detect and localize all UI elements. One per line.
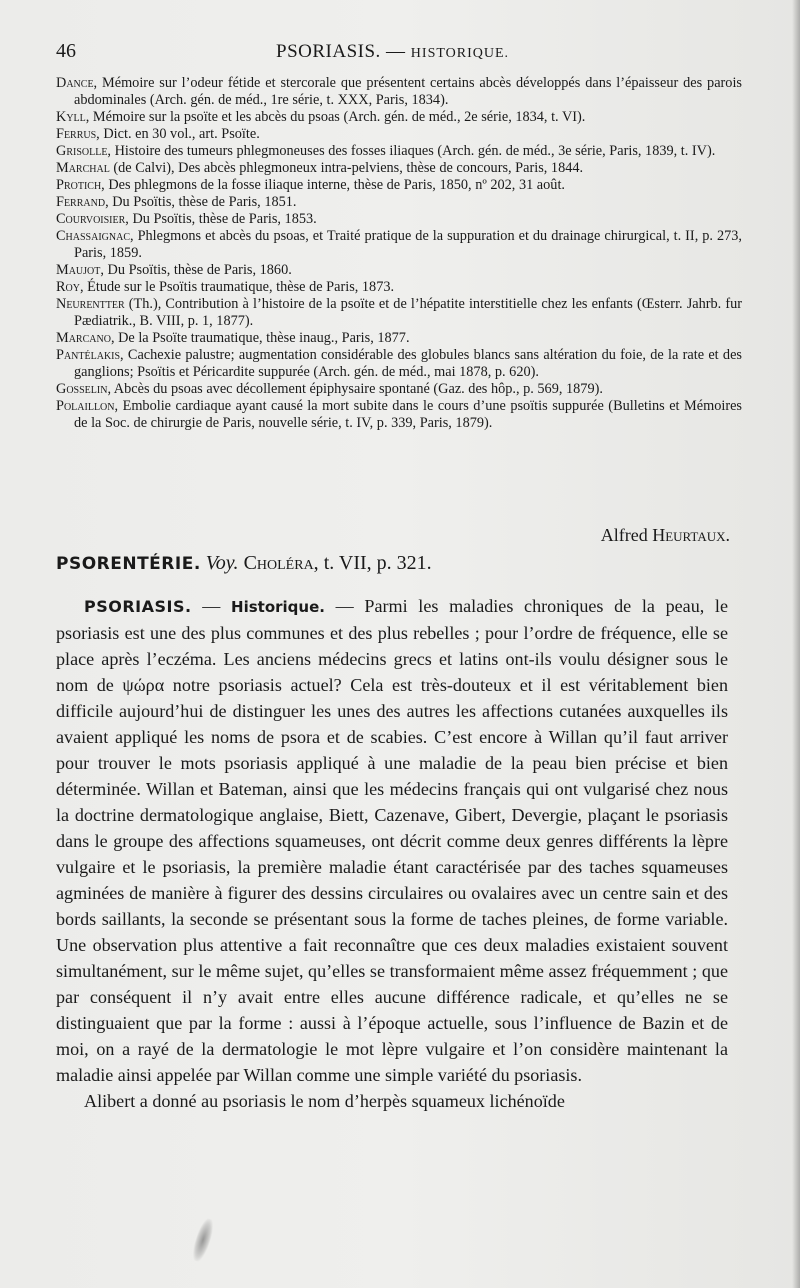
bibliography-text: (Th.), Contribution à l’histoire de la psoïte et de l’hépatite interstitielle chez les enfants (Œsterr. Jahrb. fur Pædiatrik., B. VIII, p. 1, 1877).	[74, 296, 742, 329]
bibliography-author: Maujot,	[56, 262, 104, 278]
bibliography-text: (de Calvi), Des abcès phlegmoneux intra-pelviens, thèse de concours, Paris, 1844.	[109, 160, 584, 176]
bibliography-list	[56, 75, 742, 432]
bibliography-text: Histoire des tumeurs phlegmoneuses des fosses iliaques (Arch. gén. de méd., 3e série, Paris, 1839, t. IV).	[111, 143, 716, 159]
article-p2: Alibert a donné au psoriasis le nom d’herpès squameux lichénoïde	[84, 1091, 565, 1111]
bibliography-author: Ferrus,	[56, 126, 100, 142]
running-title-main: PSORIASIS. —	[276, 41, 411, 62]
bibliography-entry	[56, 262, 742, 279]
bibliography-entry	[56, 211, 742, 228]
bibliography-text: Mémoire sur la psoïte et les abcès du psoas (Arch. gén. de méd., 2e série, 1834, t. VI).	[89, 109, 586, 125]
book-spine-shadow	[792, 0, 800, 1288]
running-header	[56, 40, 736, 70]
author-signature	[601, 525, 730, 546]
bibliography-text: Du Psoïtis, thèse de Paris, 1860.	[103, 262, 292, 278]
bibliography-entry	[56, 160, 742, 177]
bibliography-text: Cachexie palustre; augmentation considérable des globules blancs sans altération du foie, de la rate et des ganglions; Psoïtis et Péricardite suppurée (Arch. gén. de méd., mai 1878, p. 620).	[74, 347, 742, 380]
bibliography-author: Dance,	[56, 75, 98, 91]
article-section: Historique.	[231, 598, 325, 616]
page-number: 46	[56, 40, 76, 62]
bibliography-text: Dict. en 30 vol., art. Psoïte.	[99, 126, 260, 142]
psorenterie-ref-name: Choléra,	[243, 552, 319, 574]
bibliography-author: Marchal	[56, 160, 110, 176]
bibliography-entry	[56, 296, 742, 330]
bibliography-text: Phlegmons et abcès du psoas, et Traité pratique de la suppuration et du drainage chirurgical, t. II, p. 273, Paris, 1859.	[74, 228, 742, 261]
bibliography-author: Ferrand,	[56, 194, 109, 210]
article-body	[56, 593, 728, 1114]
article-paragraph-2	[56, 1088, 728, 1114]
bibliography-author: Roy,	[56, 279, 84, 295]
ink-stain	[190, 1217, 217, 1263]
psorenterie-entry	[56, 552, 432, 575]
bibliography-text: Embolie cardiaque ayant causé la mort subite dans le cours d’une psoïtis suppurée (Bulletins et Mémoires de la Soc. de chirurgie de Paris, nouvelle série, t. IV, p. 339, Paris, 1879).	[74, 398, 742, 431]
article-p1: — Parmi les maladies chroniques de la peau, le psoriasis est une des plus communes et des plus rebelles ; pour l’ordre de fréquence, elle se place après l’eczéma. Les anciens médecins grecs et latins ont-ils voulu désigner sous le nom de ψώρα notre psoriasis actuel? Cela est très-douteux et il est véritablement bien difficile aujourd’hui de distinguer les unes des autres les affections cutanées auxquelles ils avaient appliqué les noms de psora et de scabies. C’est encore à Willan qu’il faut arriver pour trouver le mots psoriasis appliqué à une maladie de la peau bien précise et bien déterminée. Willan et Bateman, ainsi que les médecins français qui ont vulgarisé chez nous la doctrine dermatologique anglaise, Biett, Cazenave, Gibert, Devergie, plaçant le psoriasis dans le groupe des affections squameuses, ont décrit comme deux genres différents la lèpre vulgaire et le psoriasis, la première maladie étant caractérisée par des taches squameuses agminées de manière à figurer des dessins circulaires ou ovalaires avec un centre sain et des bords saillants, la seconde se présentant sous la forme de taches pleines, de forme variable. Une observation plus attentive a fait reconnaître que ces deux maladies existaient souvent simultanément, sur le même sujet, qu’elles se transformaient même assez fréquemment ; que par conséquent il n’y avait entre elles aucune différence radicale, et qu’elles ne se distinguaient que par la forme : aussi à l’époque actuelle, sous l’influence de Bazin et de moi, on a rayé de la dermatologie le mot lèpre vulgaire et l’on considère maintenant la maladie ainsi appelée par Willan comme une simple variété du psoriasis.	[56, 596, 728, 1085]
running-title-sub: HISTORIQUE.	[410, 46, 510, 61]
running-title	[276, 41, 509, 63]
bibliography-entry	[56, 194, 742, 211]
signature-last: Heurtaux.	[652, 525, 730, 545]
bibliography-author: Marcano,	[56, 330, 115, 346]
bibliography-author: Pantélakis,	[56, 347, 124, 363]
psorenterie-headword: PSORENTÉRIE.	[56, 554, 201, 574]
bibliography-entry	[56, 381, 742, 398]
bibliography-entry	[56, 109, 742, 126]
bibliography-author: Chassaignac,	[56, 228, 134, 244]
bibliography-author: Grisolle,	[56, 143, 112, 159]
bibliography-entry	[56, 75, 742, 109]
bibliography-entry	[56, 330, 742, 347]
bibliography-entry	[56, 279, 742, 296]
bibliography-entry	[56, 177, 742, 194]
article-headword: PSORIASIS.	[84, 597, 192, 616]
bibliography-text: Étude sur le Psoïtis traumatique, thèse de Paris, 1873.	[83, 279, 395, 295]
bibliography-author: Neurentter	[56, 296, 125, 312]
bibliography-entry	[56, 347, 742, 381]
bibliography-entry	[56, 228, 742, 262]
bibliography-author: Gosselin,	[56, 381, 112, 397]
bibliography-text: De la Psoïte traumatique, thèse inaug., Paris, 1877.	[114, 330, 410, 346]
bibliography-text: Des phlegmons de la fosse iliaque interne, thèse de Paris, 1850, nº 202, 31 août.	[104, 177, 566, 193]
article-dash: —	[191, 596, 232, 616]
bibliography-text: Mémoire sur l’odeur fétide et stercorale que présentent certains abcès développés dans l’épaisseur des parois abdominales (Arch. gén. de méd., 1re série, t. XXX, Paris, 1834).	[74, 75, 742, 108]
bibliography-entry	[56, 126, 742, 143]
bibliography-author: Courvoisier,	[56, 211, 129, 227]
article-paragraph-1	[56, 593, 728, 1088]
bibliography-author: Polaillon,	[56, 398, 119, 414]
psorenterie-voy: Voy.	[200, 552, 244, 574]
bibliography-entry	[56, 398, 742, 432]
bibliography-text: Abcès du psoas avec décollement épiphysaire spontané (Gaz. des hôp., p. 569, 1879).	[111, 381, 603, 397]
psorenterie-ref-rest: t. VII, p. 321.	[318, 552, 432, 574]
bibliography-text: Du Psoïtis, thèse de Paris, 1851.	[108, 194, 297, 210]
signature-first: Alfred	[600, 525, 653, 545]
bibliography-text: Du Psoïtis, thèse de Paris, 1853.	[128, 211, 317, 227]
bibliography-author: Protich,	[56, 177, 105, 193]
bibliography-author: Kyll,	[56, 109, 90, 125]
bibliography-entry	[56, 143, 742, 160]
